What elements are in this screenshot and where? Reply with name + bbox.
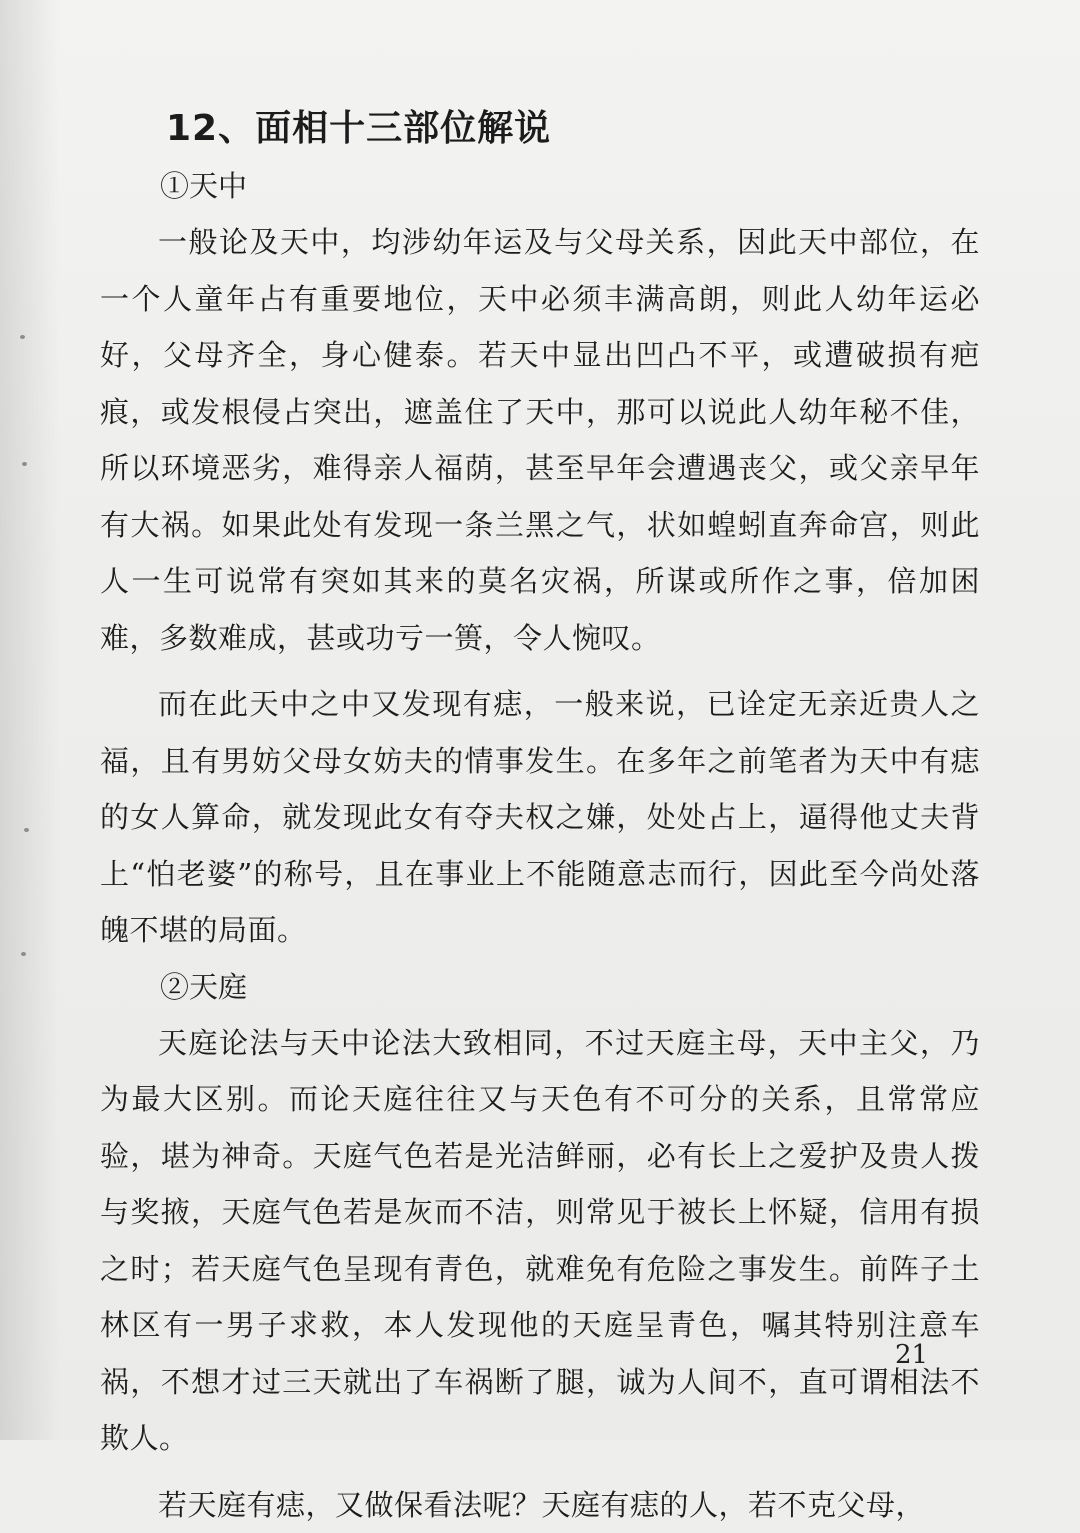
paragraph-gap — [100, 666, 980, 676]
paragraph: 若天庭有痣，又做保看法呢？天庭有痣的人，若不克父母， — [100, 1477, 980, 1533]
paragraph-gap — [100, 1467, 980, 1477]
paragraph: 天庭论法与天中论法大致相同，不过天庭主母，天中主父，乃为最大区别。而论天庭往往又与天色有不可分的关系，且常常应验，堪为神奇。天庭气色若是光洁鲜丽，必有长上之爱护及贵人拨与奖掖，天庭气色若是灰而不洁，则常见于被长上怀疑，信用有损之时；若天庭气色呈现有青色，就难免有危险之事发生。前阵子土林区有一男子求救，本人发现他的天庭呈青色，嘱其特别注意车祸，不想才过三天就出了车祸断了腿，诚为人间不，直可谓相法不欺人。 — [100, 1015, 980, 1467]
page-number: 21 — [895, 1340, 928, 1370]
section-title: 12、面相十三部位解说 — [166, 100, 980, 158]
paper-speck — [24, 828, 29, 832]
paper-speck — [22, 462, 27, 466]
subsection-heading-tianting: ②天庭 — [160, 959, 980, 1015]
paper-speck — [21, 952, 26, 956]
page-spine-shadow — [0, 0, 60, 1440]
paragraph: 而在此天中之中又发现有痣，一般来说，已诠定无亲近贵人之福，且有男妨父母女妨夫的情事发生。在多年之前笔者为天中有痣的女人算命，就发现此女有夺夫权之嫌，处处占上，逼得他丈夫背上“怕老婆”的称号，且在事业上不能随意志而行，因此至今尚处落魄不堪的局面。 — [100, 676, 980, 959]
paragraph: 一般论及天中，均涉幼年运及与父母关系，因此天中部位，在一个人童年占有重要地位，天中必须丰满高朗，则此人幼年运必好，父母齐全，身心健泰。若天中显出凹凸不平，或遭破损有疤痕，或发根侵占突出，遮盖住了天中，那可以说此人幼年秘不佳，所以环境恶劣，难得亲人福荫，甚至早年会遭遇丧父，或父亲早年有大祸。如果此处有发现一条兰黑之气，状如蝗蚓直奔命宫，则此人一生可说常有突如其来的莫名灾祸，所谋或所作之事，倍加困难，多数难成，甚或功亏一篑，令人惋叹。 — [100, 214, 980, 666]
paper-speck — [20, 335, 25, 339]
subsection-heading-tianzhong: ①天中 — [160, 158, 980, 214]
page-content — [100, 100, 980, 1533]
